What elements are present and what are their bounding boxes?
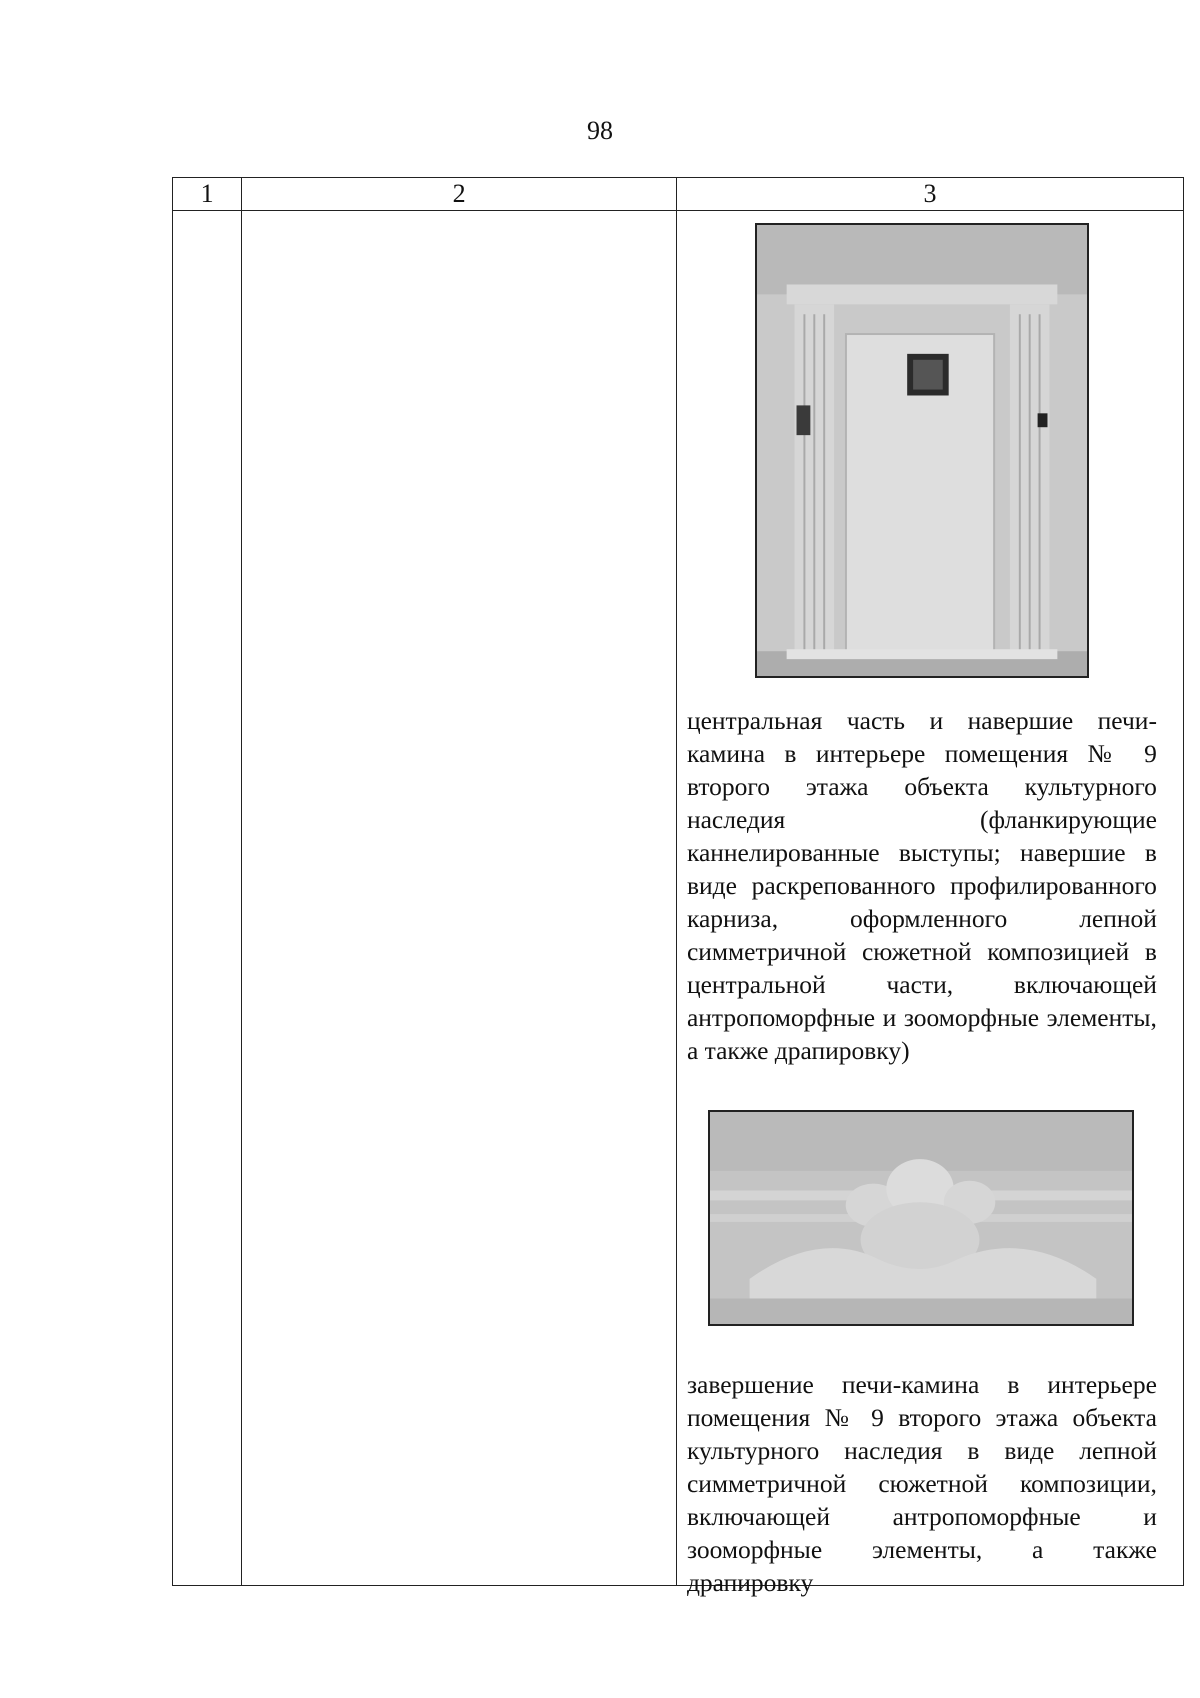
- page-number: 98: [587, 116, 613, 145]
- fireplace-photo-image: [757, 225, 1087, 676]
- heritage-table: [172, 177, 1184, 1597]
- caption-stucco-composition: завершение печи-камина в интерьере помещения № 9 второго этажа объекта культурного наследия в виде лепной симметричной сюжетной композиции, включающей антропоморфные и зооморфные элементы, а также драпировку: [686, 1370, 1157, 1597]
- cell-col-2: [242, 211, 677, 1586]
- stucco-composition-photo: [708, 1110, 1134, 1326]
- cell-col-1: [173, 211, 242, 1586]
- caption-overmantel: центральная часть и навершие печи-камина в интерьере помещения № 9 второго этажа объекта культурного наследия (фланкирующие каннелированные выступы; навершие в виде раскрепованного профилированного карниза, оформленного лепной симметричной сюжетной композицией в центральной части, включающей антропоморфные и зооморфные элементы, а также драпировку): [686, 706, 1157, 1065]
- cell-col-3: [676, 211, 1183, 1597]
- table-row: [173, 211, 1184, 1586]
- header-col-2: 2: [242, 178, 677, 211]
- header-col-3: 3: [676, 178, 1183, 211]
- fireplace-overmantel-photo: [755, 223, 1089, 678]
- stucco-photo-image: [710, 1112, 1132, 1324]
- header-col-1: 1: [173, 178, 242, 211]
- table-header-row: [173, 178, 1184, 211]
